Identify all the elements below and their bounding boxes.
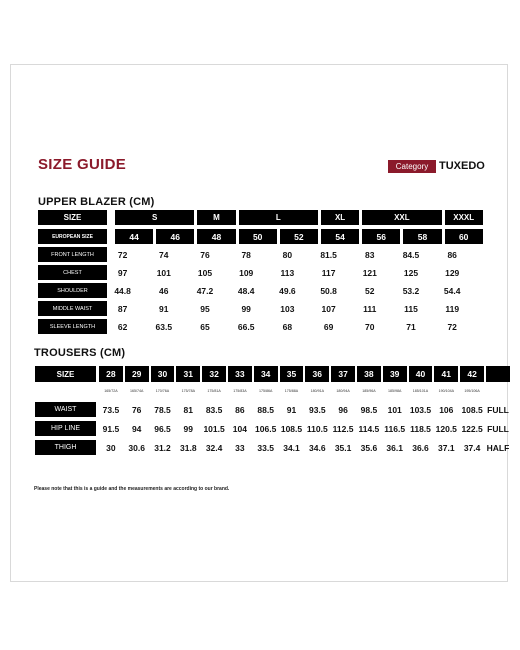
blazer-value: 78 (241, 249, 251, 260)
trousers-value: 37.1 (438, 442, 455, 453)
blazer-value: 65 (200, 321, 210, 332)
euro-size-cell: 54 (321, 229, 359, 244)
trousers-value: 86 (235, 404, 245, 415)
trousers-value: 106 (439, 404, 454, 415)
trousers-size-cell: 38 (357, 366, 381, 382)
blazer-value: 111 (363, 303, 377, 314)
blazer-value: 69 (323, 321, 334, 332)
blazer-value: 91 (159, 303, 169, 314)
trousers-value: 103.5 (409, 404, 432, 415)
trousers-code: 175/83A (233, 389, 247, 393)
trousers-size-cell: 36 (305, 366, 329, 382)
blazer-value: 54.4 (443, 285, 461, 296)
trousers-code: 185/101A (412, 389, 429, 393)
blazer-value: 76 (200, 249, 210, 260)
trousers-size-cell: 35 (280, 366, 304, 382)
trousers-size-cell: 32 (202, 366, 226, 382)
trousers-value: 36.6 (412, 442, 429, 453)
trousers-value: 34.1 (283, 442, 300, 453)
trousers-value: 108.5 (461, 404, 483, 415)
blazer-size-group: M (197, 210, 235, 225)
blazer-value: 117 (321, 267, 336, 278)
trousers-value: 30 (106, 442, 116, 453)
blazer-value: 72 (117, 249, 128, 260)
page-title: SIZE GUIDE (38, 156, 127, 173)
blazer-value: 97 (117, 267, 128, 278)
blazer-value: 50.8 (320, 285, 337, 296)
blazer-value: 83 (365, 249, 375, 260)
trousers-size-cell: 39 (383, 366, 407, 382)
trousers-size-cell: 37 (331, 366, 355, 382)
blazer-value: 103 (280, 303, 295, 314)
blazer-value: 109 (239, 267, 254, 278)
trousers-code: 190/104A (438, 389, 454, 393)
blazer-size-group: XL (321, 210, 359, 225)
blazer-value: 113 (280, 267, 295, 278)
trousers-fit-suffix: FULL (487, 404, 509, 415)
trousers-value: 93.5 (309, 404, 326, 415)
euro-size-cell: 60 (445, 229, 483, 244)
blazer-value: 105 (197, 267, 213, 278)
trousers-row-label: THIGH (35, 440, 96, 455)
trousers-size-filler (486, 366, 510, 382)
trousers-value: 35.6 (360, 442, 378, 453)
trousers-value: 114.5 (358, 423, 380, 434)
trousers-value: 112.5 (332, 423, 354, 434)
category-value: TUXEDO (439, 160, 485, 172)
euro-size-cell: 58 (403, 229, 441, 244)
euro-size-label: EUROPEAN SIZE (38, 229, 107, 244)
euro-size-cell: 56 (362, 229, 400, 244)
blazer-value: 121 (362, 267, 377, 278)
blazer-value: 84.5 (402, 249, 420, 260)
trousers-size-label: SIZE (35, 366, 96, 382)
trousers-size-cell: 31 (176, 366, 200, 382)
blazer-size-group: L (239, 210, 318, 225)
blazer-value: 72 (447, 321, 457, 332)
blazer-row-label: SLEEVE LENGTH (38, 319, 107, 334)
blazer-row-label: CHEST (38, 265, 107, 280)
trousers-row-label: HIP LINE (35, 421, 96, 436)
trousers-code: 165/74A (130, 389, 144, 393)
trousers-value: 73.5 (102, 404, 120, 415)
trousers-value: 122.5 (461, 423, 483, 434)
category-badge: Category (388, 160, 436, 173)
blazer-value: 99 (241, 303, 251, 314)
blazer-value: 62 (117, 321, 128, 332)
trousers-size-cell: 42 (460, 366, 484, 382)
blazer-row-label: MIDDLE WAIST (38, 301, 107, 316)
trousers-value: 94 (131, 423, 142, 434)
trousers-value: 32.4 (205, 442, 223, 453)
trousers-value: 108.5 (280, 423, 303, 434)
trousers-size-cell: 28 (99, 366, 123, 382)
blazer-size-group: S (115, 210, 194, 225)
trousers-value: 83.5 (205, 404, 223, 415)
trousers-value: 101 (387, 404, 402, 415)
trousers-size-cell: 29 (125, 366, 149, 382)
blazer-value: 68 (282, 321, 293, 332)
blazer-value: 52 (365, 285, 375, 296)
blazer-row-label: SHOULDER (38, 283, 107, 298)
trousers-code: 195/106A (464, 389, 480, 393)
trousers-code: 185/96A (362, 389, 376, 393)
trousers-value: 76 (131, 404, 142, 415)
trousers-size-cell: 30 (151, 366, 175, 382)
blazer-value: 80 (282, 249, 293, 260)
trousers-size-cell: 33 (228, 366, 252, 382)
trousers-code: 175/86A (259, 389, 273, 393)
blazer-value: 87 (117, 303, 128, 314)
trousers-code: 175/81A (207, 389, 221, 393)
trousers-value: 98.5 (360, 404, 378, 415)
trousers-size-cell: 41 (434, 366, 458, 382)
blazer-value: 125 (403, 267, 419, 278)
blazer-value: 81.5 (320, 249, 337, 260)
trousers-row-label: WAIST (35, 402, 96, 417)
euro-size-cell: 46 (156, 229, 194, 244)
trousers-code: 185/98A (388, 389, 402, 393)
trousers-value: 81 (183, 404, 194, 415)
blazer-value: 107 (321, 303, 336, 314)
trousers-value: 37.4 (463, 442, 481, 453)
blazer-value: 66.5 (237, 321, 255, 332)
trousers-value: 118.5 (410, 423, 431, 434)
trousers-fit-suffix: FULL (487, 423, 509, 434)
blazer-value: 53.2 (402, 285, 420, 296)
trousers-value: 88.5 (257, 404, 274, 415)
trousers-code: 180/91A (310, 389, 324, 393)
trousers-value: 31.2 (154, 442, 171, 453)
trousers-value: 33.5 (257, 442, 274, 453)
trousers-value: 110.5 (306, 423, 328, 434)
blazer-row-label: FRONT LENGTH (38, 247, 107, 262)
blazer-size-group: XXXL (445, 210, 483, 225)
trousers-fit-suffix: HALF (486, 442, 510, 453)
trousers-value: 34.6 (309, 442, 326, 453)
blazer-size-label: SIZE (38, 210, 107, 225)
euro-size-cell: 50 (239, 229, 277, 244)
trousers-code: 175/88A (284, 389, 299, 393)
trousers-value: 91 (286, 404, 297, 415)
blazer-value: 119 (445, 303, 460, 314)
blazer-value: 86 (447, 249, 457, 260)
trousers-value: 96 (338, 404, 348, 415)
trousers-value: 120.5 (435, 423, 457, 434)
trousers-value: 106.5 (255, 423, 277, 434)
euro-size-cell: 52 (280, 229, 318, 244)
trousers-value: 99 (183, 423, 194, 434)
trousers-value: 31.8 (180, 442, 197, 453)
trousers-code: 170/76A (155, 389, 170, 393)
trousers-value: 96.5 (154, 423, 171, 434)
trousers-value: 91.5 (102, 423, 120, 434)
euro-size-cell: 48 (197, 229, 235, 244)
blazer-value: 44.8 (114, 285, 131, 296)
disclaimer-note: Please note that this is a guide and the measurements are according to our brand. (34, 486, 230, 492)
blazer-value: 101 (156, 267, 171, 278)
blazer-value: 63.5 (155, 321, 173, 332)
blazer-value: 49.6 (279, 285, 296, 296)
trousers-code: 165/72A (104, 389, 118, 393)
blazer-value: 71 (406, 321, 416, 332)
trousers-code: 175/78A (181, 389, 195, 393)
blazer-value: 129 (445, 267, 460, 278)
trousers-value: 104 (232, 423, 247, 434)
trousers-value: 30.6 (128, 442, 145, 453)
euro-size-cell: 44 (115, 229, 153, 244)
trousers-value: 36.1 (386, 442, 403, 453)
trousers-value: 116.5 (384, 423, 406, 434)
trousers-value: 33 (235, 442, 245, 453)
trousers-heading: TROUSERS (CM) (34, 347, 126, 359)
blazer-value: 70 (365, 321, 375, 332)
blazer-size-group: XXL (362, 210, 441, 225)
blazer-value: 115 (404, 303, 418, 314)
trousers-code: 180/94A (336, 389, 350, 393)
trousers-size-cell: 40 (409, 366, 433, 382)
blazer-value: 95 (200, 303, 210, 314)
trousers-value: 78.5 (154, 404, 171, 415)
blazer-value: 47.2 (196, 285, 214, 296)
blazer-value: 74 (159, 249, 169, 260)
blazer-heading: UPPER BLAZER (CM) (38, 196, 155, 208)
trousers-size-cell: 34 (254, 366, 278, 382)
blazer-value: 48.4 (237, 285, 255, 296)
blazer-value: 46 (159, 285, 169, 296)
trousers-value: 35.1 (334, 442, 352, 453)
trousers-value: 101.5 (203, 423, 225, 434)
